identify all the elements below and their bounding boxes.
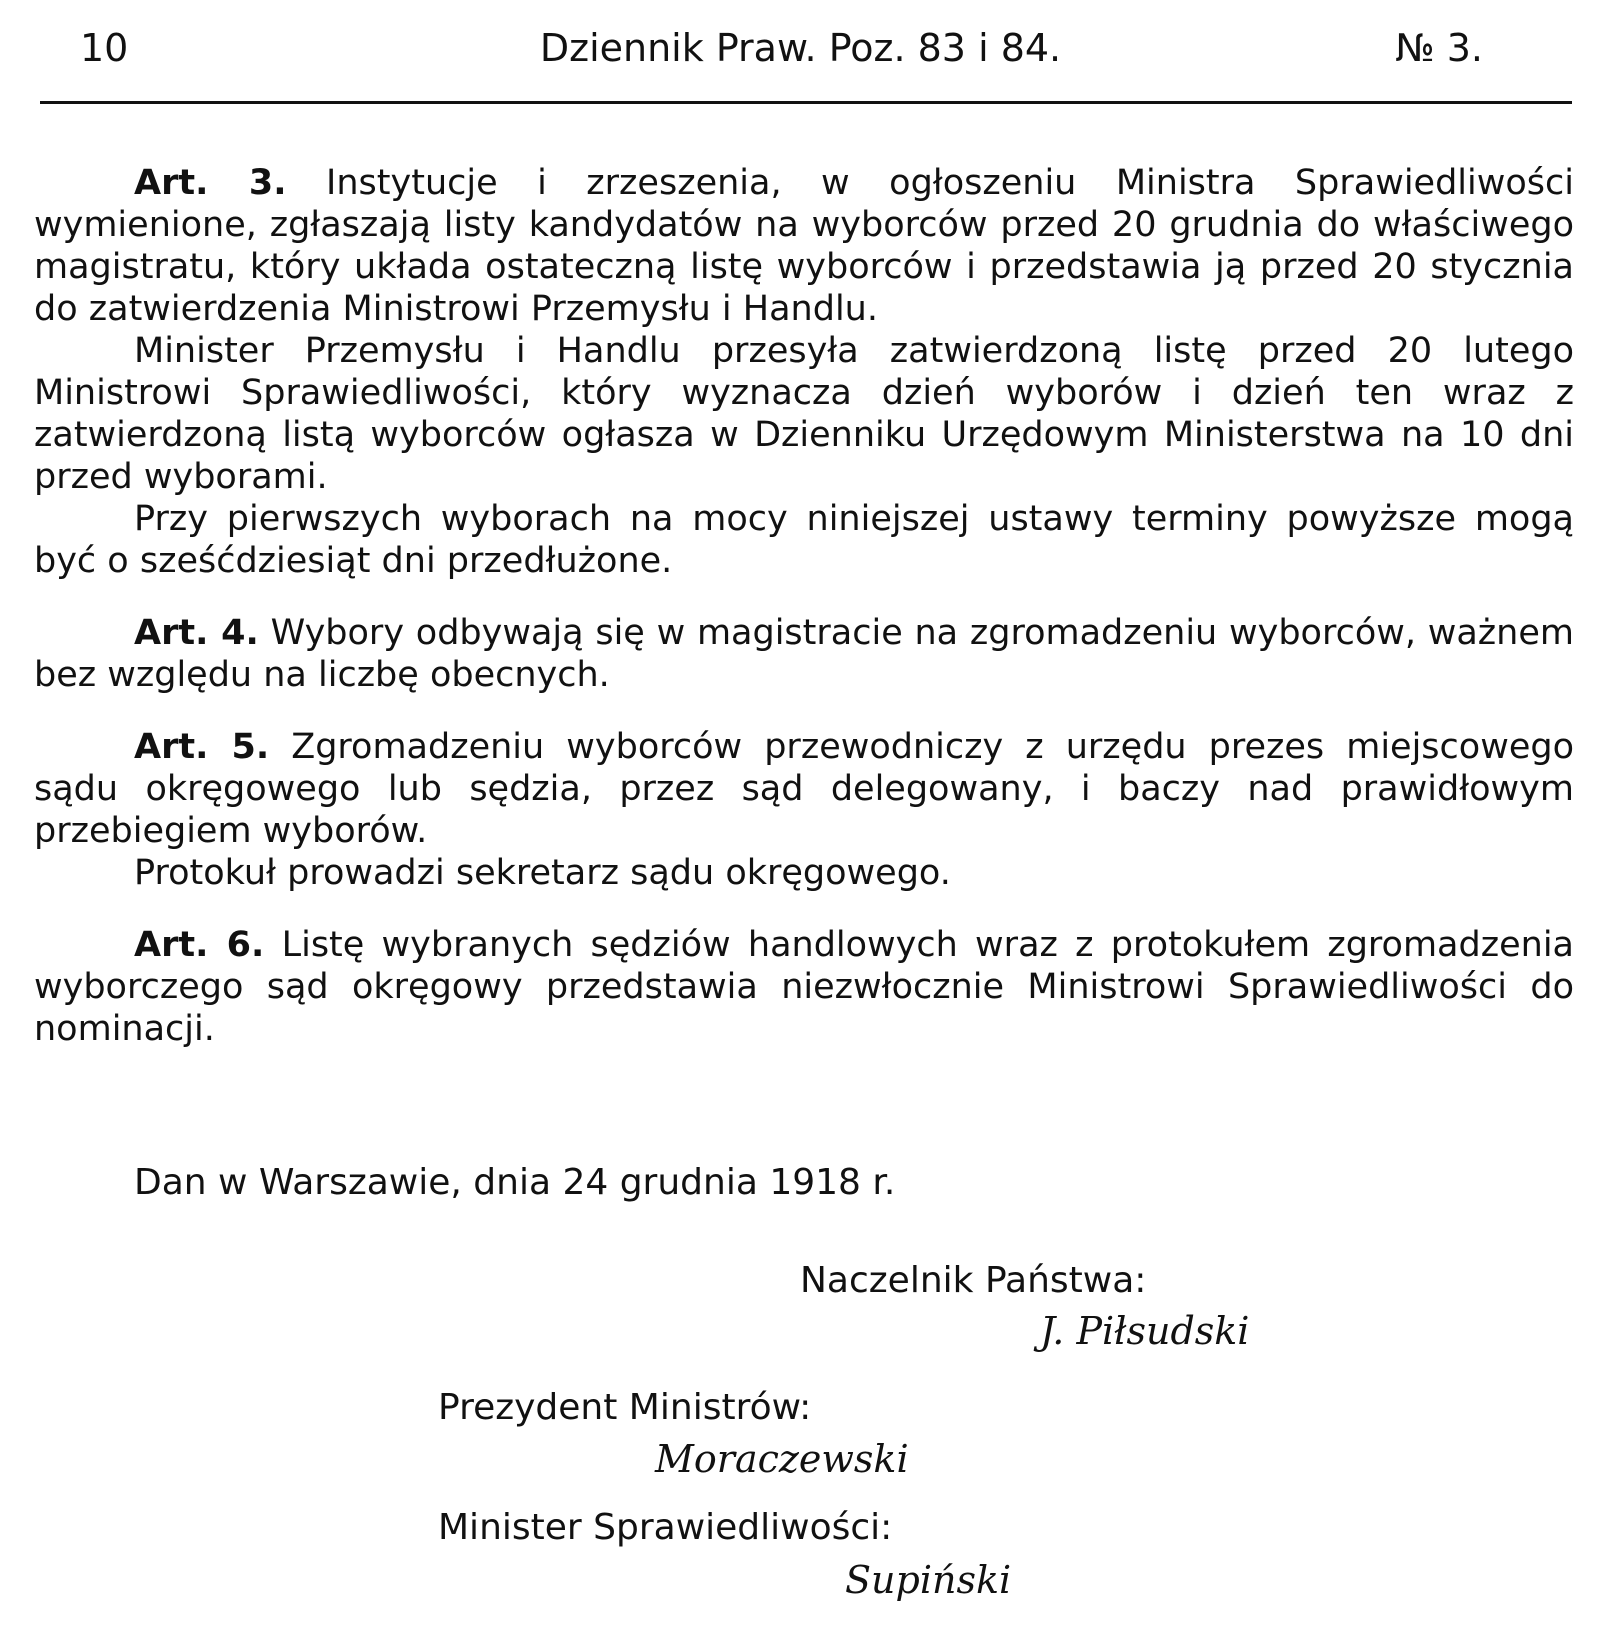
article-4-paragraph [34,612,1574,696]
signature-name: Supiński [845,1558,1012,1602]
paragraph-text: Przy pierwszych wyborach na mocy niniejszej ustawy terminy powyższe mogą być o sześćdziesiąt dni przedłużone. [34,499,1574,581]
page-number: 10 [80,26,129,70]
header-rule [40,101,1572,104]
article-body [34,162,1574,1050]
signature-title: Prezydent Ministrów: [438,1387,812,1428]
article-label: Art. 4. [134,613,259,653]
article-6-paragraph [34,924,1574,1050]
page-header [0,22,1601,82]
article-3-paragraph-3 [34,498,1574,582]
date-line: Dan w Warszawie, dnia 24 grudnia 1918 r. [134,1162,896,1203]
article-label: Art. 5. [134,727,270,767]
issue-number: № 3. [1395,26,1483,70]
paragraph-text: Wybory odbywają się w magistracie na zgromadzeniu wyborców, ważnem bez względu na liczbę obecnych. [34,613,1574,695]
signature-name: J. Piłsudski [1040,1309,1250,1353]
paragraph-text: Instytucje i zrzeszenia, w ogłoszeniu Ministra Sprawiedliwości wymienione, zgłaszają listy kandydatów na wyborców przed 20 grudnia do właściwego magistratu, który układa ostateczną listę wyborców i przedstawia ją przed 20 stycznia do zatwierdzenia Ministrowi Przemysłu i Handlu. [34,163,1574,329]
signature-title: Naczelnik Państwa: [800,1260,1147,1301]
article-label: Art. 6. [134,925,265,965]
article-5-paragraph [34,726,1574,852]
article-5-paragraph-2 [34,852,1574,894]
paragraph-text: Zgromadzeniu wyborców przewodniczy z urzędu prezes miejscowego sądu okręgowego lub sędzia, przez sąd delegowany, i baczy nad prawidłowym przebiegiem wyborów. [34,727,1574,851]
signature-name: Moraczewski [655,1437,909,1481]
paragraph-text: Minister Przemysłu i Handlu przesyła zatwierdzoną listę przed 20 lutego Ministrowi Sprawiedliwości, który wyznacza dzień wyborów i dzień ten wraz z zatwierdzoną listą wyborców ogłasza w Dzienniku Urzędowym Ministerstwa na 10 dni przed wyborami. [34,331,1574,497]
article-3-paragraph-2 [34,330,1574,498]
signature-title: Minister Sprawiedliwości: [438,1507,893,1548]
article-3-paragraph [34,162,1574,330]
journal-title: Dziennik Praw. Poz. 83 i 84. [539,26,1062,70]
article-label: Art. 3. [134,163,287,203]
paragraph-text: Protokuł prowadzi sekretarz sądu okręgowego. [134,853,951,893]
paragraph-text: Listę wybranych sędziów handlowych wraz z protokułem zgromadzenia wyborczego sąd okręgowy przedstawia niezwłocznie Ministrowi Sprawiedliwości do nominacji. [34,925,1574,1049]
